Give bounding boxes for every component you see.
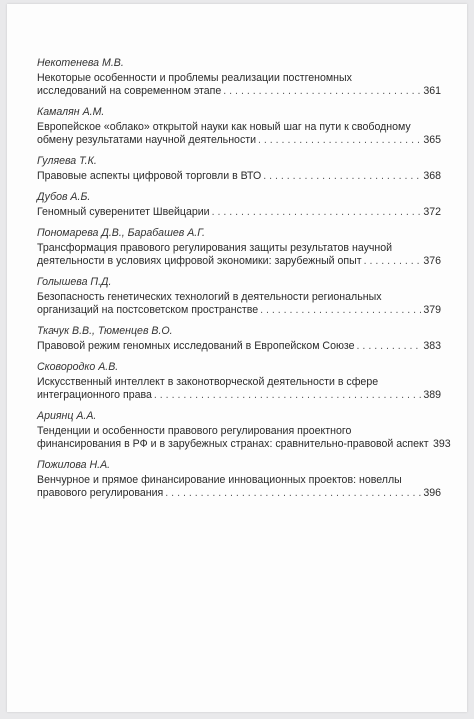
toc-title-text: Безопасность генетических технологий в деятельности региональных [37,291,382,303]
toc-title-line [37,425,441,438]
toc-author: Дубов А.Б. [37,191,91,203]
toc-author: Ариянц А.А. [37,410,97,422]
toc-title-text: Венчурное и прямое финансирование инновационных проектов: новеллы [37,474,402,486]
toc-title-line [37,438,451,451]
toc-title-text: финансирования в РФ и в зарубежных странах: сравнительно-правовой аспект [37,438,429,450]
leader-dots [212,206,421,219]
toc-title-text: исследований на современном этапе [37,85,222,97]
table-of-contents [37,57,451,508]
toc-title-line [37,255,441,268]
toc-title-text: Правовой режим геномных исследований в Европейском Союзе [37,340,355,352]
toc-page-number: 383 [423,340,441,352]
leader-dots [364,255,421,268]
toc-title-line [37,389,441,402]
toc-page-number: 376 [423,255,441,267]
toc-title-text: организаций на постсоветском пространстве [37,304,259,316]
toc-title-text: правового регулирования [37,487,164,499]
toc-entry [37,155,441,183]
toc-title-text: Правовые аспекты цифровой торговли в ВТО [37,170,262,182]
toc-author: Некотенева М.В. [37,57,124,69]
toc-title-line [37,85,441,98]
toc-title-line [37,170,441,183]
toc-entry [37,191,441,219]
toc-title-text: обмену результатами научной деятельности [37,134,257,146]
toc-author: Ткачук В.В., Тюменцев В.О. [37,325,173,337]
toc-page-number: 393 [432,438,451,450]
toc-title-line [37,134,441,147]
toc-entry [37,57,441,98]
toc-title-text: Некоторые особенности и проблемы реализации постгеномных [37,72,352,84]
toc-author: Пономарева Д.В., Барабашев А.Г. [37,227,205,239]
toc-page-number: 396 [423,487,441,499]
leader-dots [357,340,421,353]
toc-page-number: 365 [423,134,441,146]
toc-title-line [37,121,441,134]
toc-page-number: 361 [423,85,441,97]
toc-title-line [37,72,441,85]
toc-title-text: интеграционного права [37,389,152,401]
toc-title-line [37,376,441,389]
toc-entry [37,410,451,451]
toc-entry [37,459,441,500]
toc-title-text: Тенденции и особенности правового регулирования проектного [37,425,352,437]
toc-title-text: Европейское «облако» открытой науки как новый шаг на пути к свободному [37,121,411,133]
toc-title-line [37,474,441,487]
leader-dots [154,389,421,402]
toc-page-number: 379 [423,304,441,316]
toc-title-line [37,206,441,219]
toc-title-line [37,291,441,304]
toc-entry [37,276,441,317]
toc-page-number: 372 [423,206,441,218]
toc-entry [37,325,441,353]
toc-entry [37,227,441,268]
toc-page-number: 368 [423,170,441,182]
leader-dots [258,134,421,147]
toc-page-number: 389 [423,389,441,401]
toc-author: Голышева П.Д. [37,276,112,288]
toc-author: Камалян А.М. [37,106,105,118]
leader-dots [223,85,421,98]
leader-dots [165,487,421,500]
toc-author: Гуляева Т.К. [37,155,97,167]
leader-dots [260,304,421,317]
toc-entry [37,361,441,402]
toc-title-line [37,242,441,255]
toc-title-line [37,304,441,317]
toc-title-text: Геномный суверенитет Швейцарии [37,206,210,218]
leader-dots [263,170,421,183]
toc-title-line [37,487,441,500]
toc-author: Сковородко А.В. [37,361,119,373]
book-page [7,4,467,712]
toc-title-text: деятельности в условиях цифровой экономики: зарубежный опыт [37,255,362,267]
toc-title-text: Искусственный интеллект в законотворческой деятельности в сфере [37,376,379,388]
toc-title-line [37,340,441,353]
toc-author: Пожилова Н.А. [37,459,111,471]
toc-entry [37,106,441,147]
toc-title-text: Трансформация правового регулирования защиты результатов научной [37,242,393,254]
